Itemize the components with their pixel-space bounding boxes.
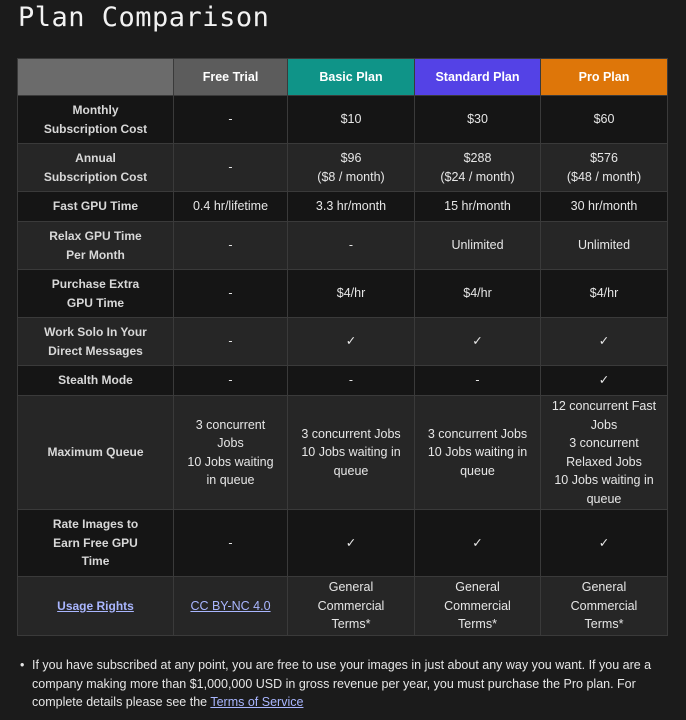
cell-value: $96 [340, 151, 362, 165]
feature-label-line: Maximum Queue [47, 445, 144, 460]
cell-value: $10 [340, 112, 362, 127]
feature-label [18, 366, 174, 396]
feature-label-line: Fast GPU Time [52, 199, 139, 214]
cell-free-trial [174, 577, 288, 636]
cell-value: General [455, 580, 500, 595]
cell-value: in queue [206, 473, 255, 487]
cell-value: ($48 / month) [566, 169, 642, 184]
cell-value: $288 [463, 151, 492, 165]
cell-value: ($8 / month) [317, 169, 385, 184]
cell-value: $4/hr [463, 286, 492, 301]
cell-basic-plan [288, 270, 415, 318]
cell-free-trial [174, 96, 288, 144]
footnote [18, 656, 668, 712]
table-row [18, 192, 668, 222]
feature-label-line: Earn Free GPU [53, 535, 138, 550]
terms-of-service-link[interactable]: Terms of Service [210, 695, 304, 709]
cell-value: - [228, 160, 233, 175]
checkmark-icon: ✓ [598, 334, 610, 349]
cell-pro-plan [541, 144, 668, 192]
table-row [18, 144, 668, 192]
cell-value: 10 Jobs waiting in [554, 473, 654, 487]
cell-value: ($24 / month) [440, 169, 515, 184]
table-row [18, 510, 668, 577]
cell-value: - [228, 112, 233, 127]
cell-value: General [328, 580, 374, 595]
table-row [18, 577, 668, 636]
cell-value: 15 hr/month [444, 199, 511, 214]
feature-label-line: GPU Time [66, 295, 125, 310]
cell-value: Unlimited [451, 238, 504, 253]
cell-basic-plan [288, 510, 415, 577]
cell-basic-plan [288, 396, 415, 510]
cell-value: Commercial [570, 598, 638, 613]
cell-value: 12 concurrent Fast [551, 399, 657, 413]
cell-value: 3 concurrent [569, 436, 639, 450]
feature-label-line: Subscription Cost [43, 121, 148, 136]
cell-free-trial [174, 366, 288, 396]
table-row [18, 366, 668, 396]
feature-label-line: Time [81, 554, 110, 569]
cell-standard-plan [415, 510, 541, 577]
cell-value: queue [460, 463, 495, 478]
cell-value: $30 [467, 112, 488, 127]
cell-free-trial [174, 144, 288, 192]
page-title: Plan Comparison [18, 2, 270, 33]
footnote-text: If you have subscribed at any point, you are free to use your images in just about any way you want. If you are a company making more than $1,000,000 USD in gross revenue per year, you must purchase the Pro plan. For complete details please see the [32, 658, 652, 709]
cell-standard-plan [415, 270, 541, 318]
cell-standard-plan [415, 396, 541, 510]
cell-standard-plan [415, 318, 541, 366]
feature-label-line: Per Month [66, 247, 125, 262]
cell-value: Terms* [458, 617, 497, 632]
cell-value: Commercial [444, 598, 511, 613]
cell-value: queue [333, 463, 369, 478]
table-header-row [18, 59, 668, 96]
cell-standard-plan [415, 222, 541, 270]
plan-comparison-table [17, 58, 668, 636]
cell-value: - [228, 535, 233, 550]
feature-label-line: Subscription Cost [43, 169, 148, 184]
header-standard-plan: Standard Plan [415, 59, 541, 96]
cell-value: 3.3 hr/month [315, 199, 387, 214]
cell-free-trial [174, 192, 288, 222]
cell-value: 3 concurrent [195, 417, 266, 432]
cell-pro-plan [541, 96, 668, 144]
cell-basic-plan [288, 318, 415, 366]
feature-label [18, 318, 174, 366]
cell-value: $4/hr [589, 286, 619, 301]
cell-value: General [581, 580, 627, 595]
cell-value: Terms* [584, 617, 624, 632]
cell-pro-plan [541, 396, 668, 510]
feature-label [18, 222, 174, 270]
table-row [18, 396, 668, 510]
cell-value: Jobs [217, 436, 244, 450]
cell-value: Terms* [331, 617, 371, 632]
cell-value: 3 concurrent Jobs [301, 426, 401, 441]
cell-basic-plan [288, 96, 415, 144]
cell-basic-plan [288, 222, 415, 270]
cell-standard-plan [415, 96, 541, 144]
cell-value: - [228, 334, 233, 349]
cell-value: Relaxed Jobs [566, 454, 642, 469]
table-row [18, 270, 668, 318]
cell-basic-plan [288, 577, 415, 636]
cell-basic-plan [288, 144, 415, 192]
table-row [18, 222, 668, 270]
cell-value: $60 [593, 112, 615, 127]
feature-label [18, 192, 174, 222]
cell-value: - [348, 238, 354, 253]
cell-value: queue [586, 491, 622, 506]
feature-label-line: Purchase Extra [51, 277, 140, 291]
header-pro-plan: Pro Plan [541, 59, 668, 96]
license-link[interactable]: CC BY-NC 4.0 [190, 598, 271, 613]
feature-label [18, 270, 174, 318]
cell-value: 10 Jobs waiting in [301, 445, 401, 460]
cell-value: - [228, 373, 233, 388]
feature-label-line: Relax GPU Time [49, 229, 142, 243]
feature-label [18, 144, 174, 192]
cell-value: - [475, 373, 480, 388]
cell-pro-plan [541, 577, 668, 636]
cell-basic-plan [288, 366, 415, 396]
header-free-trial: Free Trial [174, 59, 288, 96]
feature-label-line: Direct Messages [48, 343, 143, 358]
cell-standard-plan [415, 577, 541, 636]
cell-value: 0.4 hr/lifetime [192, 199, 269, 214]
cell-value: Commercial [317, 598, 385, 613]
feature-label-line: Work Solo In Your [44, 325, 147, 339]
cell-value: Unlimited [577, 238, 631, 253]
feature-label-line: Stealth Mode [58, 373, 133, 388]
cell-standard-plan [415, 144, 541, 192]
checkmark-icon: ✓ [345, 535, 357, 550]
bullet-icon: • [20, 658, 25, 672]
feature-label [18, 396, 174, 510]
cell-free-trial [174, 318, 288, 366]
cell-standard-plan [415, 192, 541, 222]
usage-rights-link[interactable]: Usage Rights [57, 598, 134, 613]
checkmark-icon: ✓ [472, 535, 483, 550]
cell-pro-plan [541, 192, 668, 222]
table-row [18, 96, 668, 144]
cell-free-trial [174, 270, 288, 318]
feature-label [18, 510, 174, 577]
cell-pro-plan [541, 366, 668, 396]
cell-free-trial [174, 396, 288, 510]
header-basic-plan: Basic Plan [288, 59, 415, 96]
cell-value: $576 [590, 151, 618, 165]
cell-free-trial [174, 510, 288, 577]
checkmark-icon: ✓ [345, 334, 357, 349]
feature-label [18, 96, 174, 144]
cell-basic-plan [288, 192, 415, 222]
checkmark-icon: ✓ [598, 535, 610, 550]
cell-standard-plan [415, 366, 541, 396]
cell-value: 10 Jobs waiting in [427, 445, 528, 460]
feature-label-line: Rate Images to [52, 517, 139, 532]
cell-pro-plan [541, 222, 668, 270]
cell-value: Jobs [590, 417, 618, 432]
cell-pro-plan [541, 270, 668, 318]
table-row [18, 318, 668, 366]
cell-value: 10 Jobs waiting [187, 454, 274, 469]
feature-label-line: Annual [75, 151, 116, 165]
cell-value: $4/hr [336, 286, 366, 301]
cell-pro-plan [541, 318, 668, 366]
cell-value: - [228, 286, 233, 301]
cell-value: - [228, 238, 233, 253]
feature-label [18, 577, 174, 636]
cell-free-trial [174, 222, 288, 270]
cell-pro-plan [541, 510, 668, 577]
checkmark-icon: ✓ [472, 334, 483, 349]
cell-value: - [348, 373, 354, 388]
checkmark-icon: ✓ [598, 373, 610, 388]
header-corner-cell [18, 59, 174, 96]
feature-label-line: Monthly [72, 103, 119, 117]
cell-value: 3 concurrent Jobs [427, 426, 528, 441]
cell-value: 30 hr/month [570, 199, 638, 214]
